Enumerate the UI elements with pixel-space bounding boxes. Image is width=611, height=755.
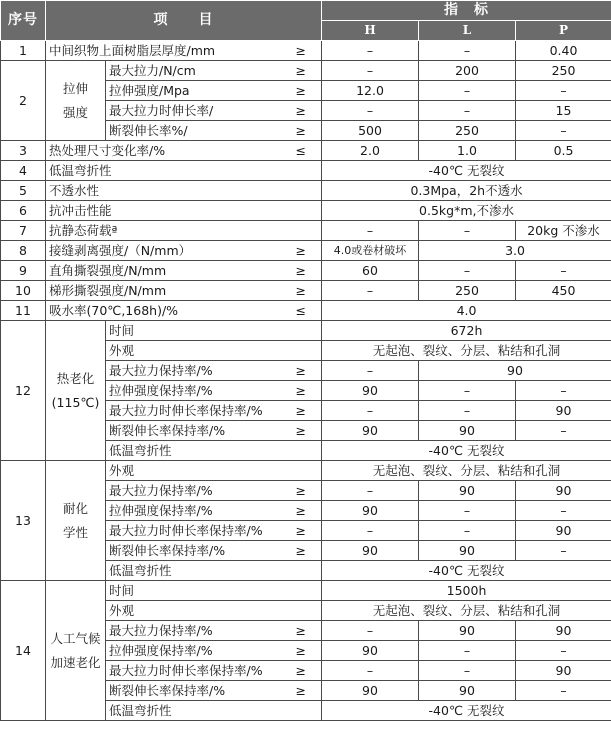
table-row <box>1 301 611 321</box>
table-row <box>1 161 611 181</box>
row-item: 接缝剥离强度/（N/mm） ≥ <box>46 241 322 261</box>
value-h: – <box>322 281 419 301</box>
value-l: – <box>419 401 516 421</box>
row-number: 7 <box>1 221 46 241</box>
value-p: – <box>516 381 611 401</box>
value-merged: 无起泡、裂纹、分层、粘结和孔洞 <box>322 601 611 621</box>
value-merged: 1500h <box>322 581 611 601</box>
row-item: 拉伸强度保持率/% ≥ <box>106 501 322 521</box>
row-number: 8 <box>1 241 46 261</box>
row-item: 最大拉力时伸长率/ ≥ <box>106 101 322 121</box>
value-h: 90 <box>322 681 419 701</box>
row-item: 拉伸强度保持率/% ≥ <box>106 641 322 661</box>
row-number: 3 <box>1 141 46 161</box>
value-p: 90 <box>516 401 611 421</box>
table-row <box>1 181 611 201</box>
value-merged: 0.3Mpa，2h不透水 <box>322 181 611 201</box>
table-row <box>1 261 611 281</box>
value-h: – <box>322 521 419 541</box>
value-p: – <box>516 121 611 141</box>
value-p: – <box>516 501 611 521</box>
value-p: 90 <box>516 521 611 541</box>
value-h: 60 <box>322 261 419 281</box>
row-item: 低温弯折性 <box>106 441 322 461</box>
row-item: 梯形撕裂强度/N/mm ≥ <box>46 281 322 301</box>
value-p: – <box>516 681 611 701</box>
header-col-h: H <box>322 21 419 41</box>
row-item: 最大拉力时伸长率保持率/% ≥ <box>106 661 322 681</box>
value-l: – <box>419 81 516 101</box>
value-h: 500 <box>322 121 419 141</box>
value-merged: -40℃ 无裂纹 <box>322 441 611 461</box>
table-row <box>1 141 611 161</box>
row-item: 断裂伸长率保持率/% ≥ <box>106 421 322 441</box>
table-row <box>1 241 611 261</box>
value-l: 250 <box>419 121 516 141</box>
value-p: 250 <box>516 61 611 81</box>
row-group: 拉伸强度 <box>46 61 106 141</box>
value-h: – <box>322 621 419 641</box>
value-merged: 0.5kg*m,不渗水 <box>322 201 611 221</box>
row-item: 时间 <box>106 321 322 341</box>
row-number: 1 <box>1 41 46 61</box>
value-h: 90 <box>322 541 419 561</box>
value-merged: 无起泡、裂纹、分层、粘结和孔洞 <box>322 341 611 361</box>
value-merged: 4.0 <box>322 301 611 321</box>
row-number: 4 <box>1 161 46 181</box>
row-item: 最大拉力保持率/% ≥ <box>106 621 322 641</box>
value-l: – <box>419 661 516 681</box>
value-l: – <box>419 501 516 521</box>
table-row <box>1 201 611 221</box>
table-row <box>1 581 611 601</box>
table-row <box>1 461 611 481</box>
value-h: – <box>322 401 419 421</box>
row-item: 最大拉力保持率/% ≥ <box>106 481 322 501</box>
value-l: 250 <box>419 281 516 301</box>
row-item: 外观 <box>106 461 322 481</box>
value-h: – <box>322 61 419 81</box>
value-lp: 90 <box>419 361 611 381</box>
row-item: 热处理尺寸变化率/% ≤ <box>46 141 322 161</box>
row-item: 抗冲击性能 <box>46 201 322 221</box>
value-p: 90 <box>516 661 611 681</box>
row-item: 最大拉力时伸长率保持率/% ≥ <box>106 401 322 421</box>
value-p: – <box>516 541 611 561</box>
value-l: – <box>419 381 516 401</box>
value-l: – <box>419 261 516 281</box>
row-number: 11 <box>1 301 46 321</box>
header-col-l: L <box>419 21 516 41</box>
header-index: 指 标 <box>322 1 611 21</box>
row-group: 热老化 (115℃) <box>46 321 106 461</box>
row-item: 外观 <box>106 341 322 361</box>
value-l: – <box>419 41 516 61</box>
value-h: – <box>322 481 419 501</box>
value-l: – <box>419 521 516 541</box>
row-number: 6 <box>1 201 46 221</box>
row-group: 人工气候 加速老化 <box>46 581 106 721</box>
row-item: 最大拉力保持率/% ≥ <box>106 361 322 381</box>
value-h: 90 <box>322 421 419 441</box>
value-p: 90 <box>516 621 611 641</box>
row-item: 外观 <box>106 601 322 621</box>
value-h: – <box>322 361 419 381</box>
header-col-p: P <box>516 21 611 41</box>
row-number: 5 <box>1 181 46 201</box>
header-seq: 序号 <box>1 1 46 41</box>
value-merged: -40℃ 无裂纹 <box>322 701 611 721</box>
row-item: 拉伸强度保持率/% ≥ <box>106 381 322 401</box>
value-h: – <box>322 41 419 61</box>
row-item: 断裂伸长率保持率/% ≥ <box>106 681 322 701</box>
value-l: 90 <box>419 681 516 701</box>
row-number: 13 <box>1 461 46 581</box>
value-l: 90 <box>419 421 516 441</box>
value-p: 450 <box>516 281 611 301</box>
value-l: 90 <box>419 541 516 561</box>
row-item: 断裂伸长率保持率/% ≥ <box>106 541 322 561</box>
value-p: – <box>516 421 611 441</box>
row-item: 直角撕裂强度/N/mm ≥ <box>46 261 322 281</box>
header-item: 项 目 <box>46 1 322 41</box>
table-row <box>1 321 611 341</box>
row-item: 断裂伸长率%/ ≥ <box>106 121 322 141</box>
value-h: 90 <box>322 501 419 521</box>
row-item: 最大拉力时伸长率保持率/% ≥ <box>106 521 322 541</box>
value-p: 0.40 <box>516 41 611 61</box>
value-h: – <box>322 101 419 121</box>
table-row <box>1 41 611 61</box>
table-row <box>1 221 611 241</box>
value-h: 2.0 <box>322 141 419 161</box>
value-p: – <box>516 81 611 101</box>
row-item: 最大拉力/N/cm ≥ <box>106 61 322 81</box>
row-item: 不透水性 <box>46 181 322 201</box>
value-merged: -40℃ 无裂纹 <box>322 161 611 181</box>
value-lp: 3.0 <box>419 241 611 261</box>
value-p: 90 <box>516 481 611 501</box>
value-l: 200 <box>419 61 516 81</box>
row-number: 2 <box>1 61 46 141</box>
row-item: 拉伸强度/Mpa ≥ <box>106 81 322 101</box>
value-p: – <box>516 641 611 661</box>
value-merged: 672h <box>322 321 611 341</box>
row-item: 低温弯折性 <box>106 561 322 581</box>
value-h: 12.0 <box>322 81 419 101</box>
value-h: – <box>322 661 419 681</box>
value-h: – <box>322 221 419 241</box>
value-h: 4.0或卷材破坏 <box>322 241 419 261</box>
row-item: 低温弯折性 <box>46 161 322 181</box>
value-l: 90 <box>419 621 516 641</box>
value-p: – <box>516 261 611 281</box>
value-l: – <box>419 221 516 241</box>
value-merged: 无起泡、裂纹、分层、粘结和孔洞 <box>322 461 611 481</box>
value-l: 90 <box>419 481 516 501</box>
value-l: – <box>419 641 516 661</box>
row-number: 10 <box>1 281 46 301</box>
value-p: 0.5 <box>516 141 611 161</box>
table-row <box>1 281 611 301</box>
value-p: 15 <box>516 101 611 121</box>
row-number: 14 <box>1 581 46 721</box>
row-group: 耐化 学性 <box>46 461 106 581</box>
row-item: 时间 <box>106 581 322 601</box>
value-h: 90 <box>322 381 419 401</box>
value-l: 1.0 <box>419 141 516 161</box>
value-l: – <box>419 101 516 121</box>
value-p: 20kg 不渗水 <box>516 221 611 241</box>
value-h: 90 <box>322 641 419 661</box>
row-item: 抗静态荷载ª <box>46 221 322 241</box>
row-number: 9 <box>1 261 46 281</box>
table-row <box>1 61 611 81</box>
value-merged: -40℃ 无裂纹 <box>322 561 611 581</box>
row-item: 吸水率(70℃,168h)/% ≤ <box>46 301 322 321</box>
row-number: 12 <box>1 321 46 461</box>
row-item: 中间织物上面树脂层厚度/mm ≥ <box>46 41 322 61</box>
row-item: 低温弯折性 <box>106 701 322 721</box>
